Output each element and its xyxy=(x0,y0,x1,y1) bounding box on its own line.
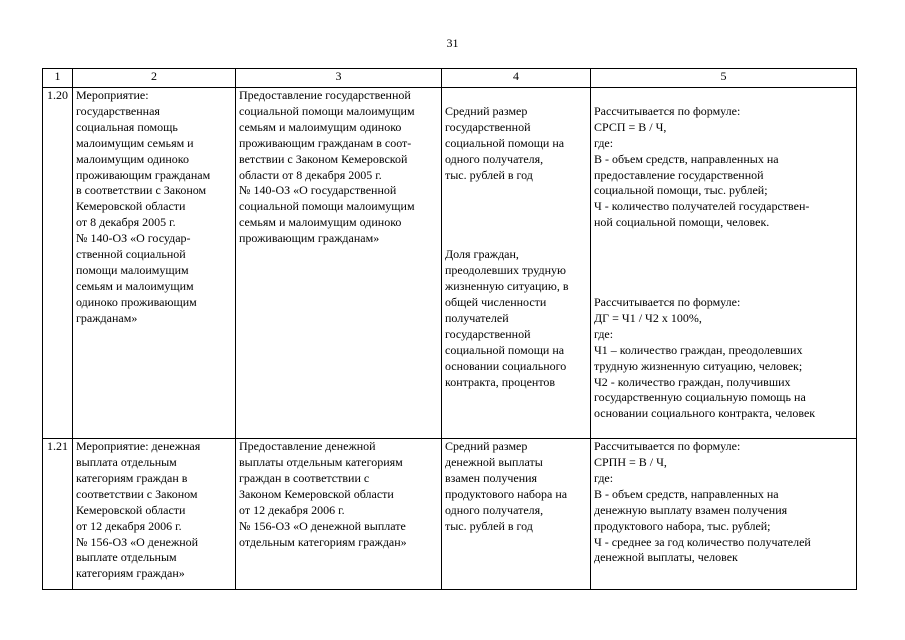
table-header-row xyxy=(43,69,857,88)
table-row xyxy=(43,439,857,590)
event-cell: Мероприятие: государственная социальная помощь малоимущим семьям и малоимущим одиноко проживающим гражданам в соответствии с Законом Кемеровской области от 8 декабря 2005 г. № 140-ОЗ «О государ- ственной социальной помощи малоимущим семьям и малоимущим одиноко проживающим гражданам» xyxy=(73,88,236,439)
formula-text: Рассчитывается по формуле: ДГ = Ч1 / Ч2 х 100%, где: Ч1 – количество граждан, преодолевших трудную жизненную ситуацию, человек; Ч2 - количество граждан, получивших государственную социальную помощь на основании социального контракта, человек xyxy=(594,294,816,421)
column-header: 4 xyxy=(442,69,591,88)
column-header: 3 xyxy=(236,69,442,88)
indicator-cell: Средний размер денежной выплаты взамен получения продуктового набора на одного получателя, тыс. рублей в год xyxy=(442,439,591,590)
row-number: 1.20 xyxy=(43,88,73,439)
column-header: 2 xyxy=(73,69,236,88)
column-header: 5 xyxy=(591,69,857,88)
column-header: 1 xyxy=(43,69,73,88)
row-number: 1.21 xyxy=(43,439,73,590)
formula-cell: Рассчитывается по формуле: СРПН = В / Ч, где: В - объем средств, направленных на денежную выплату взамен получения продуктового набора, тыс. рублей; Ч - среднее за год количество получателей денежной выплаты, человек xyxy=(591,439,857,590)
event-cell: Мероприятие: денежная выплата отдельным категориям граждан в соответствии с Законом Кемеровской области от 12 декабря 2006 г. № 156-ОЗ «О денежной выплате отдельным категориям граждан» xyxy=(73,439,236,590)
formula-text: Рассчитывается по формуле: СРСП = В / Ч, где: В - объем средств, направленных на предоставление государственной социальной помощи, тыс. рублей; Ч - количество получателей государствен- ной социальной помощи, человек. xyxy=(594,103,810,230)
description-cell: Предоставление государственной социальной помощи малоимущим семьям и малоимущим одиноко проживающим гражданам в соот- ветствии с Законом Кемеровской области от 8 декабря 2005 г. № 140-ОЗ «О государственной социальной помощи малоимущим семьям и малоимущим одиноко проживающим гражданам» xyxy=(236,88,442,439)
formula-cell xyxy=(591,88,857,439)
table-row xyxy=(43,88,857,439)
indicator-text: Доля граждан, преодолевших трудную жизненную ситуацию, в общей численности получателей государственной социальной помощи на основании социального контракта, процентов xyxy=(445,247,569,389)
indicators-table xyxy=(42,68,857,590)
description-cell: Предоставление денежной выплаты отдельным категориям граждан в соответствии с Законом Кемеровской области от 12 декабря 2006 г. № 156-ОЗ «О денежной выплате отдельным категориям граждан» xyxy=(236,439,442,590)
indicator-text: Средний размер государственной социальной помощи на одного получателя, тыс. рублей в год xyxy=(445,103,565,182)
indicator-cell xyxy=(442,88,591,439)
page-number: 31 xyxy=(446,36,459,50)
